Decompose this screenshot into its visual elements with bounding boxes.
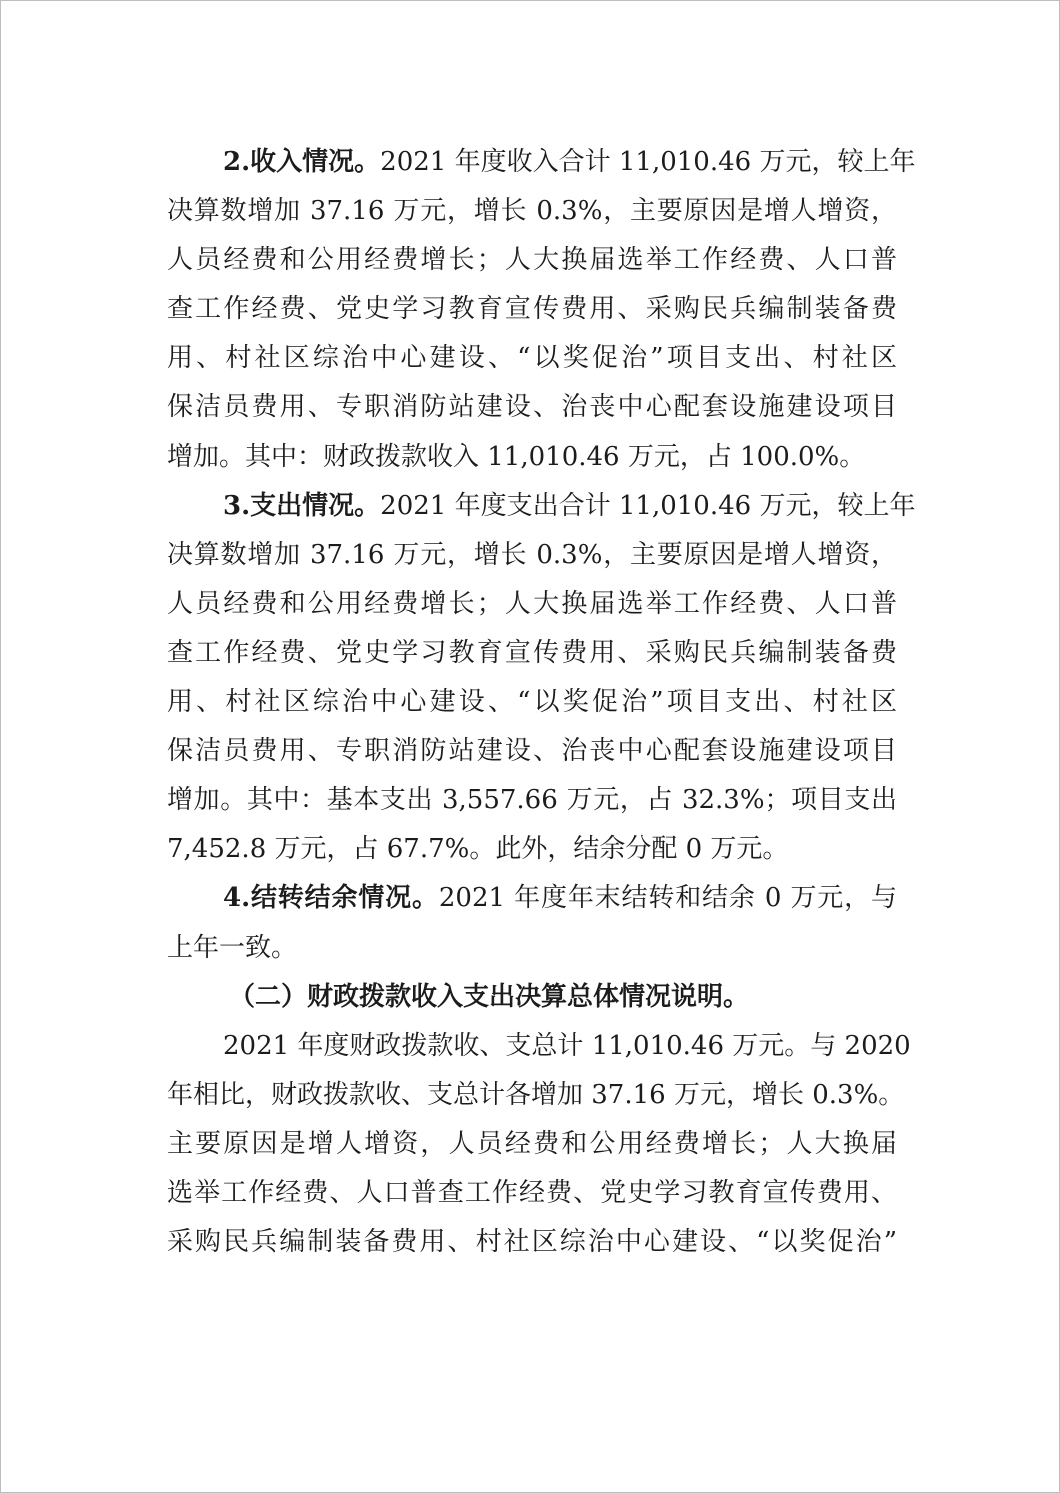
paragraph-fiscal-line: 主要原因是增人增资，人员经费和公用经费增长；人大换届 xyxy=(167,1128,897,1159)
income-lead: 2.收入情况。 xyxy=(223,147,381,177)
paragraph-income-line: 决算数增加 37.16 万元，增长 0.3%，主要原因是增人增资， xyxy=(167,196,897,227)
section-heading: （二）财政拨款收入支出决算总体情况说明。 xyxy=(229,981,750,1012)
paragraph-expenditure-line: 7,452.8 万元，占 67.7%。此外，结余分配 0 万元。 xyxy=(167,834,789,865)
paragraph-expenditure-line: 保洁员费用、专职消防站建设、治丧中心配套设施建设项目 xyxy=(167,736,897,767)
paragraph-expenditure-line: 增加。其中：基本支出 3,557.66 万元，占 32.3%；项目支出 xyxy=(167,785,897,816)
paragraph-fiscal-line: 选举工作经费、人口普查工作经费、党史学习教育宣传费用、 xyxy=(167,1177,897,1208)
paragraph-income-line: 查工作经费、党史学习教育宣传费用、采购民兵编制装备费 xyxy=(167,294,897,325)
paragraph-income-line: 保洁员费用、专职消防站建设、治丧中心配套设施建设项目 xyxy=(167,392,897,423)
paragraph-fiscal-line: 年相比，财政拨款收、支总计各增加 37.16 万元，增长 0.3%。 xyxy=(167,1079,905,1110)
paragraph-fiscal-line: 采购民兵编制装备费用、村社区综治中心建设、“以奖促治” xyxy=(167,1227,897,1258)
paragraph-expenditure-line: 查工作经费、党史学习教育宣传费用、采购民兵编制装备费 xyxy=(167,637,897,668)
paragraph-fiscal-line: 2021 年度财政拨款收、支总计 11,010.46 万元。与 2020 xyxy=(223,1030,911,1061)
paragraph-income-line: 增加。其中：财政拨款收入 11,010.46 万元，占 100.0%。 xyxy=(167,441,866,472)
paragraph-carryover-line: 上年一致。 xyxy=(167,932,298,963)
carryover-lead: 4.结转结余情况。 xyxy=(223,883,439,914)
paragraph-income-line: 用、村社区综治中心建设、“以奖促治”项目支出、村社区 xyxy=(167,343,897,374)
paragraph-expenditure-line: 决算数增加 37.16 万元，增长 0.3%，主要原因是增人增资， xyxy=(167,539,897,570)
paragraph-expenditure-line: 人员经费和公用经费增长；人大换届选举工作经费、人口普 xyxy=(167,588,897,619)
paragraph-income-line-1: 2.收入情况。2021 年度收入合计 11,010.46 万元，较上年 xyxy=(223,147,916,177)
paragraph-carryover-line-1: 4.结转结余情况。2021 年度年末结转和结余 0 万元，与 xyxy=(223,883,897,914)
paragraph-expenditure-line-1: 3.支出情况。2021 年度支出合计 11,010.46 万元，较上年 xyxy=(223,490,916,521)
paragraph-income-line: 人员经费和公用经费增长；人大换届选举工作经费、人口普 xyxy=(167,245,897,276)
paragraph-expenditure-line: 用、村社区综治中心建设、“以奖促治”项目支出、村社区 xyxy=(167,687,897,718)
document-body xyxy=(167,138,916,1267)
expenditure-lead: 3.支出情况。 xyxy=(223,490,381,521)
